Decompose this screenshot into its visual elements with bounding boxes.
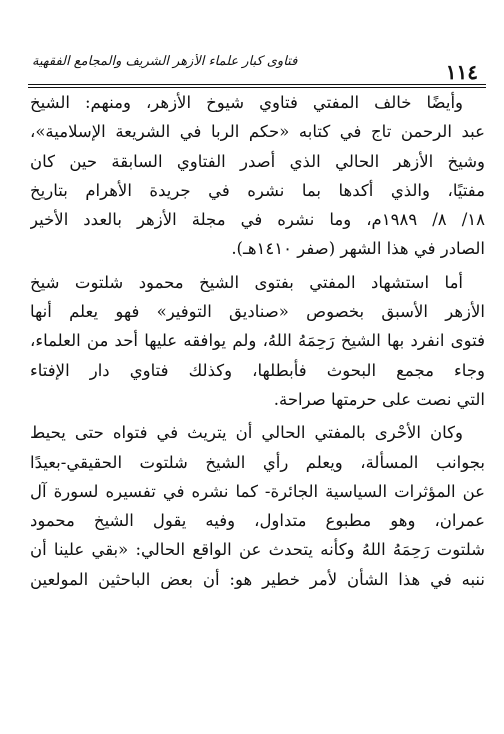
- page-number: ١١٤: [445, 60, 478, 84]
- paragraph: [30, 418, 485, 594]
- text-line: مفتيًا، والذي أكدها بما نشره في جريدة الأهرام بتاريخ: [30, 180, 485, 200]
- text-line: عمران، وهو مطبوع متداول، وفيه يقول الشيخ محمود: [30, 511, 485, 531]
- paragraph: [30, 268, 485, 414]
- running-title: فتاوى كبار علماء الأزهر الشريف والمجامع الفقهية: [32, 54, 298, 69]
- text-line: وشيخ الأزهر الحالي الذي أصدر الفتاوي السابقة حين كان: [30, 151, 485, 171]
- header-rule: [28, 84, 486, 85]
- text-line: عبد الرحمن تاج في كتابه «حكم الربا في الشريعة الإسلامية»،: [30, 122, 485, 142]
- page-header: [28, 52, 486, 86]
- text-line: الصادر في هذا الشهر (صفر ١٤١٠هـ).: [231, 239, 485, 259]
- text-line: فتوى انفرد بها الشيخ رَحِمَهُ اللهُ، ولم يوافقه عليها أحد من العلماء،: [30, 331, 485, 351]
- text-line: ننبه في هذا الشأن لأمر خطير هو: أن بعض الباحثين المولعين: [30, 569, 485, 589]
- text-line: شلتوت رَحِمَهُ اللهُ وكأنه يتحدث عن الواقع الحالي: «بقي علينا أن: [30, 540, 485, 560]
- paragraph: [30, 88, 485, 264]
- text-line: وأيضًا خالف المفتي فتاوي شيوخ الأزهر، ومنهم: الشيخ: [30, 93, 463, 112]
- text-line: بجوانب المسألة، ويعلم رأي الشيخ شلتوت الحقيقي-بعيدًا: [30, 452, 485, 472]
- text-line: عن المؤثرات السياسية الجائرة- كما نشره في تفسيره لسورة آل: [30, 481, 485, 501]
- text-line: وجاء مجمع البحوث فأبطلها، وكذلك فتاوي دار الإفتاء: [30, 360, 485, 380]
- text-line: الأزهر الأسبق بخصوص «صناديق التوفير» فهو يعلم أنها: [30, 302, 485, 322]
- text-line: أما استشهاد المفتي بفتوى الشيخ محمود شلتوت شيخ: [30, 272, 463, 292]
- body-text: [30, 88, 485, 594]
- text-line: التي نصت على حرمتها صراحة.: [273, 389, 485, 409]
- text-line: ١٨/ ٨/ ١٩٨٩م، وما نشره في مجلة الأزهر بالعدد الأخير: [30, 210, 485, 230]
- text-line: وكان الأحْرى بالمفتي الحالي أن يتريث في فتواه حتى يحيط: [30, 423, 463, 443]
